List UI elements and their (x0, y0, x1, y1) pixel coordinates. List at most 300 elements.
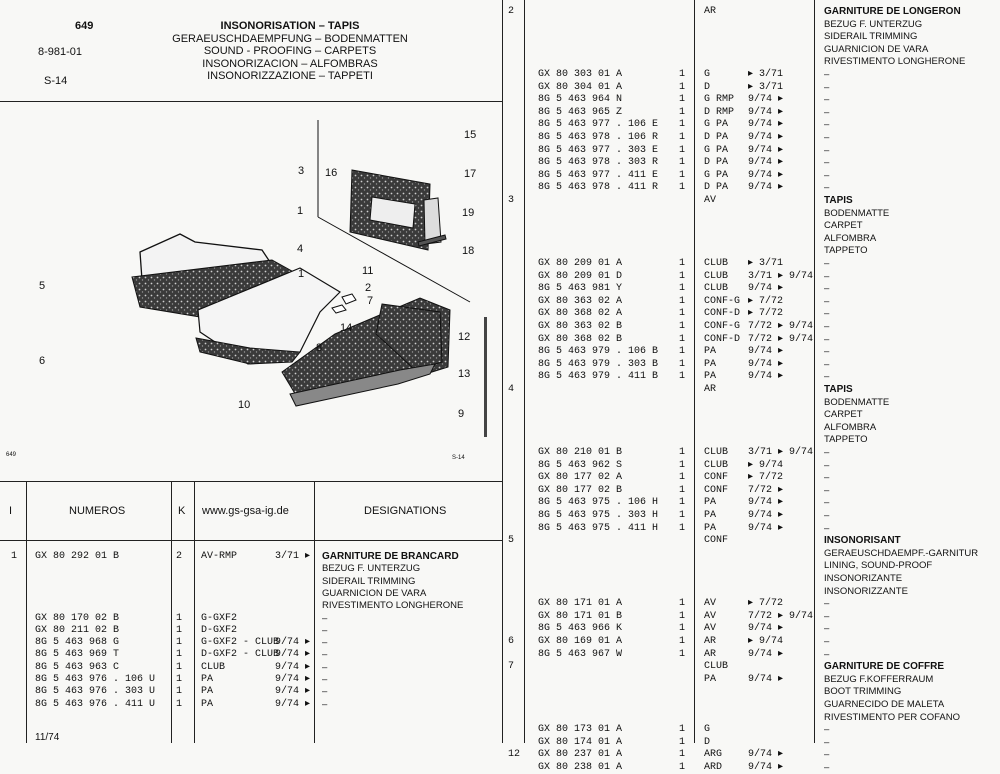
variant: AR (704, 6, 717, 17)
designation: – (322, 612, 328, 624)
designation: INSONORIZZANTE (824, 585, 908, 597)
table-row (0, 107, 1000, 119)
part-number: 8G 5 463 969 T (35, 649, 120, 661)
quantity: 1 (679, 270, 686, 282)
designation: BOOT TRIMMING (824, 686, 902, 698)
quantity: 1 (679, 623, 686, 635)
callout-3: 3 (298, 165, 305, 177)
variant: D (704, 736, 711, 748)
designation: – (824, 169, 830, 181)
quantity: 1 (679, 94, 686, 106)
th-k: K (178, 505, 186, 517)
title-it: INSONORIZZAZIONE – TAPPETI (207, 70, 373, 82)
part-number: 8G 5 463 966 K (538, 623, 623, 635)
table-row (0, 258, 1000, 270)
quantity: 1 (679, 283, 686, 295)
table-row (0, 661, 1000, 673)
table-row (0, 535, 1000, 547)
quantity: 1 (679, 459, 686, 471)
part-number: GX 80 170 02 B (35, 612, 120, 624)
quantity: 1 (679, 333, 686, 345)
date-range: 9/74 ▸ (748, 157, 784, 169)
date-range: ▸ 3/71 (748, 81, 784, 93)
table-row (0, 94, 1000, 106)
designation: – (824, 106, 830, 118)
date-range: 7/72 ▸ (748, 484, 784, 496)
table-row (0, 371, 1000, 383)
designation: – (824, 510, 830, 521)
quantity: 1 (176, 686, 183, 698)
quantity: 1 (176, 649, 183, 661)
title-en: SOUND - PROOFING – CARPETS (203, 45, 377, 57)
part-number: 8G 5 463 967 W (538, 648, 623, 660)
variant: CLUB (704, 258, 729, 269)
designation: GERAEUSCHDAEMPF.-GARNITUR (824, 547, 979, 559)
part-number: GX 80 177 02 A (538, 472, 623, 484)
date-range: 3/71 ▸ 9/74 (748, 270, 814, 282)
part-number: GX 80 304 01 A (538, 81, 623, 93)
table-row (0, 460, 1000, 472)
table-row (0, 510, 1000, 522)
quantity: 1 (679, 472, 686, 484)
date-range: ▸ 7/72 (748, 472, 784, 484)
variant: CLUB (704, 270, 729, 282)
table-row (0, 321, 1000, 333)
date-range: 9/74 ▸ (748, 522, 784, 534)
table-row (0, 762, 1000, 774)
part-number: GX 80 368 02 B (538, 333, 623, 345)
quantity: 1 (176, 637, 183, 649)
table-row (0, 119, 1000, 131)
variant: PA (704, 497, 717, 509)
date-range: ▸ 7/72 (748, 308, 784, 320)
date-range: 9/74 ▸ (748, 346, 784, 358)
variant: CONF (704, 472, 729, 484)
variant: CONF (704, 535, 729, 547)
part-number: 8G 5 463 977 . 303 E (538, 144, 659, 156)
table-row (0, 31, 1000, 43)
designation: BEZUG F.KOFFERRAUM (824, 673, 934, 685)
variant: AR (704, 636, 717, 647)
part-number: GX 80 171 01 B (538, 610, 623, 622)
th-website: www.gs-gsa-ig.de (202, 505, 289, 517)
designation: – (824, 295, 830, 307)
quantity: 1 (679, 648, 686, 660)
table-row (0, 145, 1000, 157)
variant: PA (704, 522, 717, 534)
date-range: ▸ 3/71 (748, 69, 784, 80)
variant: AV (704, 610, 717, 622)
designation: – (824, 258, 830, 269)
variant: PA (704, 346, 717, 358)
quantity: 1 (679, 144, 686, 156)
designation: – (824, 724, 830, 736)
designation: – (824, 610, 830, 622)
variant: D RMP (704, 106, 735, 118)
designation: – (824, 459, 830, 471)
part-number: 8G 5 463 977 . 106 E (538, 119, 659, 131)
table-row (0, 132, 1000, 144)
quantity: 1 (679, 484, 686, 496)
th-designations: DESIGNATIONS (364, 505, 447, 517)
designation: – (322, 698, 328, 710)
table-row (0, 56, 1000, 68)
designation: – (322, 624, 328, 636)
date-range: 9/74 ▸ (748, 182, 784, 194)
part-number: GX 80 211 02 B (35, 624, 120, 636)
designation: – (824, 94, 830, 106)
callout-12: 12 (458, 331, 471, 343)
variant: D PA (704, 182, 729, 194)
ref-code: 8-981-01 (38, 46, 83, 58)
date-range: 9/74 ▸ (275, 674, 311, 685)
table-row (0, 346, 1000, 358)
designation: RIVESTIMENTO LONGHERONE (322, 600, 464, 612)
callout-5: 5 (39, 280, 46, 292)
part-number: 8G 5 463 976 . 411 U (35, 698, 156, 710)
table-row (0, 157, 1000, 169)
date-range: 9/74 ▸ (748, 762, 784, 773)
quantity: 1 (679, 736, 686, 748)
variant: CONF-D (704, 308, 741, 320)
date-range: ▸ 9/74 (748, 459, 784, 471)
variant: G (704, 69, 711, 80)
date-range: 9/74 ▸ (748, 106, 784, 118)
variant: D (704, 81, 711, 93)
quantity: 1 (679, 169, 686, 181)
date-range: 9/74 ▸ (748, 283, 784, 295)
callout-8: 8 (316, 342, 323, 354)
callout-11: 11 (362, 265, 374, 277)
date-range: 9/74 ▸ (275, 637, 311, 649)
designation: – (824, 358, 830, 370)
callout-1b: 1 (297, 205, 304, 217)
table-row (0, 271, 1000, 283)
designation: – (824, 598, 830, 610)
table-row (0, 649, 1000, 661)
part-number: 8G 5 463 981 Y (538, 283, 623, 295)
designation: – (824, 371, 830, 383)
quantity: 1 (679, 636, 686, 647)
callout-14: 14 (340, 322, 353, 334)
quantity: 1 (679, 522, 686, 534)
table-row (0, 724, 1000, 736)
th-numeros: NUMEROS (69, 505, 126, 517)
callout-15: 15 (464, 129, 477, 141)
table-row (0, 699, 1000, 711)
designation: GARNITURE DE LONGERON (824, 6, 961, 17)
page-number: 649 (75, 20, 94, 32)
part-number: 8G 5 463 978 . 106 R (538, 132, 659, 143)
designation: SIDERAIL TRIMMING (322, 575, 416, 587)
designation: TAPIS (824, 195, 853, 206)
quantity: 1 (176, 612, 183, 624)
quantity: 1 (679, 308, 686, 320)
part-number: GX 80 177 02 B (538, 484, 623, 496)
table-row (0, 586, 1000, 598)
designation: – (824, 333, 830, 345)
callout-2: 2 (365, 282, 372, 294)
designation: ALFOMBRA (824, 421, 877, 433)
table-row (0, 485, 1000, 497)
callout-10: 10 (238, 399, 251, 411)
designation: – (824, 308, 830, 320)
quantity: 1 (679, 762, 686, 773)
callout-4: 4 (297, 243, 304, 255)
row-index: 1 (11, 551, 18, 562)
date-range: 9/74 ▸ (748, 497, 784, 509)
table-row (0, 233, 1000, 245)
variant: CONF-D (704, 333, 741, 345)
table-row (0, 195, 1000, 207)
date-range: 9/74 ▸ (275, 661, 311, 673)
designation: – (824, 182, 830, 194)
variant: D PA (704, 157, 729, 169)
row-index: 2 (508, 6, 515, 17)
designation: – (322, 649, 328, 661)
variant: CLUB (704, 283, 729, 295)
part-number: 8G 5 463 965 Z (538, 106, 623, 118)
table-row (0, 573, 1000, 585)
table-row (0, 283, 1000, 295)
date-range: 7/72 ▸ 9/74 (748, 333, 814, 345)
quantity: 1 (679, 295, 686, 307)
quantity: 1 (679, 157, 686, 169)
table-row (0, 170, 1000, 182)
variant: AV-RMP (201, 551, 238, 562)
variant: G-GXF2 - CLUB (201, 637, 280, 649)
table-row (0, 749, 1000, 761)
designation: – (322, 686, 328, 698)
designation: – (824, 736, 830, 748)
table-row (0, 296, 1000, 308)
table-row (0, 598, 1000, 610)
footer-date: 11/74 (35, 732, 60, 743)
designation: GUARNICION DE VARA (824, 43, 929, 55)
designation: – (824, 497, 830, 509)
variant: G-GXF2 (201, 612, 238, 624)
part-number: GX 80 173 01 A (538, 724, 623, 736)
date-range: 7/72 ▸ 9/74 (748, 610, 814, 622)
designation: – (824, 522, 830, 534)
variant: CLUB (704, 447, 729, 458)
part-number: GX 80 363 02 A (538, 295, 623, 307)
quantity: 1 (176, 624, 183, 636)
date-range: 9/74 ▸ (748, 358, 784, 370)
table-row (0, 560, 1000, 572)
designation: – (824, 472, 830, 484)
variant: CLUB (704, 661, 729, 673)
part-number: GX 80 171 01 A (538, 598, 623, 610)
table-row (0, 19, 1000, 31)
designation: BEZUG F. UNTERZUG (824, 18, 923, 30)
table-row (0, 497, 1000, 509)
part-number: GX 80 169 01 A (538, 636, 623, 647)
variant: PA (704, 358, 717, 370)
designation: – (824, 69, 830, 80)
variant: G (704, 724, 711, 736)
designation: – (824, 270, 830, 282)
variant: PA (201, 674, 214, 685)
part-number: 8G 5 463 975 . 106 H (538, 497, 659, 509)
part-number: GX 80 209 01 D (538, 270, 623, 282)
variant: G RMP (704, 94, 735, 106)
callout-19: 19 (462, 207, 475, 219)
table-row (0, 182, 1000, 194)
variant: PA (704, 371, 717, 383)
part-number: GX 80 174 01 A (538, 736, 623, 748)
part-number: 8G 5 463 979 . 411 B (538, 371, 659, 383)
date-range: 9/74 ▸ (748, 94, 784, 106)
table-row (0, 82, 1000, 94)
designation: SIDERAIL TRIMMING (824, 31, 918, 43)
callout-13: 13 (458, 368, 471, 380)
variant: CONF-G (704, 321, 741, 332)
variant: PA (201, 698, 214, 710)
table-row (0, 611, 1000, 623)
designation: TAPPETO (824, 245, 868, 257)
title-de: GERAEUSCHDAEMPFUNG – BODENMATTEN (172, 32, 408, 45)
quantity: 1 (176, 698, 183, 710)
designation: GARNITURE DE BRANCARD (322, 551, 459, 562)
callout-16: 16 (325, 167, 338, 179)
variant: D-GXF2 - CLUB (201, 649, 280, 661)
date-range: 9/74 ▸ (748, 371, 784, 383)
quantity: 1 (679, 749, 686, 761)
callout-18: 18 (462, 245, 475, 257)
date-range: 9/74 ▸ (748, 673, 784, 685)
variant: PA (704, 510, 717, 521)
quantity: 1 (679, 69, 686, 80)
part-number: 8G 5 463 963 C (35, 661, 120, 673)
date-range: 9/74 ▸ (748, 623, 784, 635)
table-row (0, 359, 1000, 371)
table-row (0, 44, 1000, 56)
part-number: 8G 5 463 975 . 411 H (538, 522, 659, 534)
part-number: 8G 5 463 979 . 303 B (538, 358, 659, 370)
designation: BEZUG F. UNTERZUG (322, 563, 421, 575)
variant: CLUB (704, 459, 729, 471)
table-row (0, 548, 1000, 560)
date-range: 9/74 ▸ (748, 132, 784, 143)
variant: CONF-G (704, 295, 741, 307)
table-row (0, 623, 1000, 635)
row-index: 7 (508, 661, 515, 673)
quantity: 2 (176, 551, 183, 562)
part-number: GX 80 237 01 A (538, 749, 623, 761)
part-number: 8G 5 463 978 . 411 R (538, 182, 659, 194)
quantity: 1 (679, 447, 686, 458)
part-number: 8G 5 463 976 . 303 U (35, 686, 156, 698)
date-range: 3/71 ▸ (275, 551, 311, 562)
table-row (0, 397, 1000, 409)
variant: AR (704, 648, 717, 660)
designation: – (824, 749, 830, 761)
variant: G PA (704, 119, 729, 131)
date-range: 3/71 ▸ 9/74 (748, 447, 814, 458)
quantity: 1 (679, 497, 686, 509)
designation: – (824, 119, 830, 131)
callout-7: 7 (367, 295, 374, 307)
row-index: 5 (508, 535, 515, 547)
part-number: GX 80 292 01 B (35, 551, 120, 562)
date-range: ▸ 7/72 (748, 598, 784, 610)
title-es: INSONORIZACION – ALFOMBRAS (202, 57, 378, 70)
callout-9: 9 (458, 408, 465, 420)
designation: – (824, 484, 830, 496)
date-range: ▸ 9/74 (748, 636, 784, 647)
table-row (0, 686, 1000, 698)
part-number: GX 80 209 01 A (538, 258, 623, 269)
part-number: GX 80 210 01 B (538, 447, 623, 458)
designation: – (824, 321, 830, 332)
table-row (0, 422, 1000, 434)
date-range: 9/74 ▸ (748, 169, 784, 181)
callout-6: 6 (39, 355, 46, 367)
part-number: GX 80 303 01 A (538, 69, 623, 80)
part-number: 8G 5 463 977 . 411 E (538, 169, 659, 181)
designation: – (322, 637, 328, 649)
title-fr: INSONORISATION – TAPIS (220, 20, 360, 32)
row-index: 3 (508, 195, 515, 206)
table-row (0, 674, 1000, 686)
designation: – (824, 144, 830, 156)
date-range: 9/74 ▸ (275, 649, 311, 661)
part-number: 8G 5 463 968 G (35, 637, 120, 649)
date-range: 9/74 ▸ (275, 698, 311, 710)
designation: – (824, 283, 830, 295)
variant: AR (704, 384, 717, 395)
row-index: 4 (508, 384, 515, 395)
variant: G PA (704, 144, 729, 156)
designation: INSONORISANT (824, 535, 901, 547)
designation: BODENMATTE (824, 207, 890, 219)
designation: BODENMATTE (824, 396, 890, 408)
table-row (0, 472, 1000, 484)
variant: AV (704, 623, 717, 635)
designation: INSONORIZANTE (824, 573, 903, 584)
designation: RIVESTIMENTO LONGHERONE (824, 56, 966, 68)
date-range: ▸ 3/71 (748, 258, 784, 269)
variant: PA (704, 673, 717, 685)
table-row (0, 69, 1000, 81)
quantity: 1 (679, 371, 686, 383)
designation: GUARNICION DE VARA (322, 587, 427, 599)
designation: ALFOMBRA (824, 232, 877, 244)
designation: – (824, 623, 830, 635)
quantity: 1 (679, 358, 686, 370)
quantity: 1 (679, 610, 686, 622)
designation: CARPET (824, 220, 863, 232)
designation: TAPIS (824, 384, 853, 395)
callout-1: 1 (298, 268, 305, 280)
variant: AV (704, 598, 717, 610)
variant: G PA (704, 169, 729, 181)
quantity: 1 (679, 346, 686, 358)
table-row (0, 636, 1000, 648)
part-number: 8G 5 463 979 . 106 B (538, 346, 659, 358)
row-index: 6 (508, 636, 515, 647)
variant: D-GXF2 (201, 624, 238, 636)
table-row (0, 447, 1000, 459)
quantity: 1 (679, 510, 686, 521)
designation: – (824, 346, 830, 358)
date-range: 9/74 ▸ (748, 510, 784, 521)
section-code: S-14 (44, 75, 68, 87)
variant: ARD (704, 762, 723, 773)
table-row (0, 434, 1000, 446)
th-i: I (9, 505, 13, 517)
